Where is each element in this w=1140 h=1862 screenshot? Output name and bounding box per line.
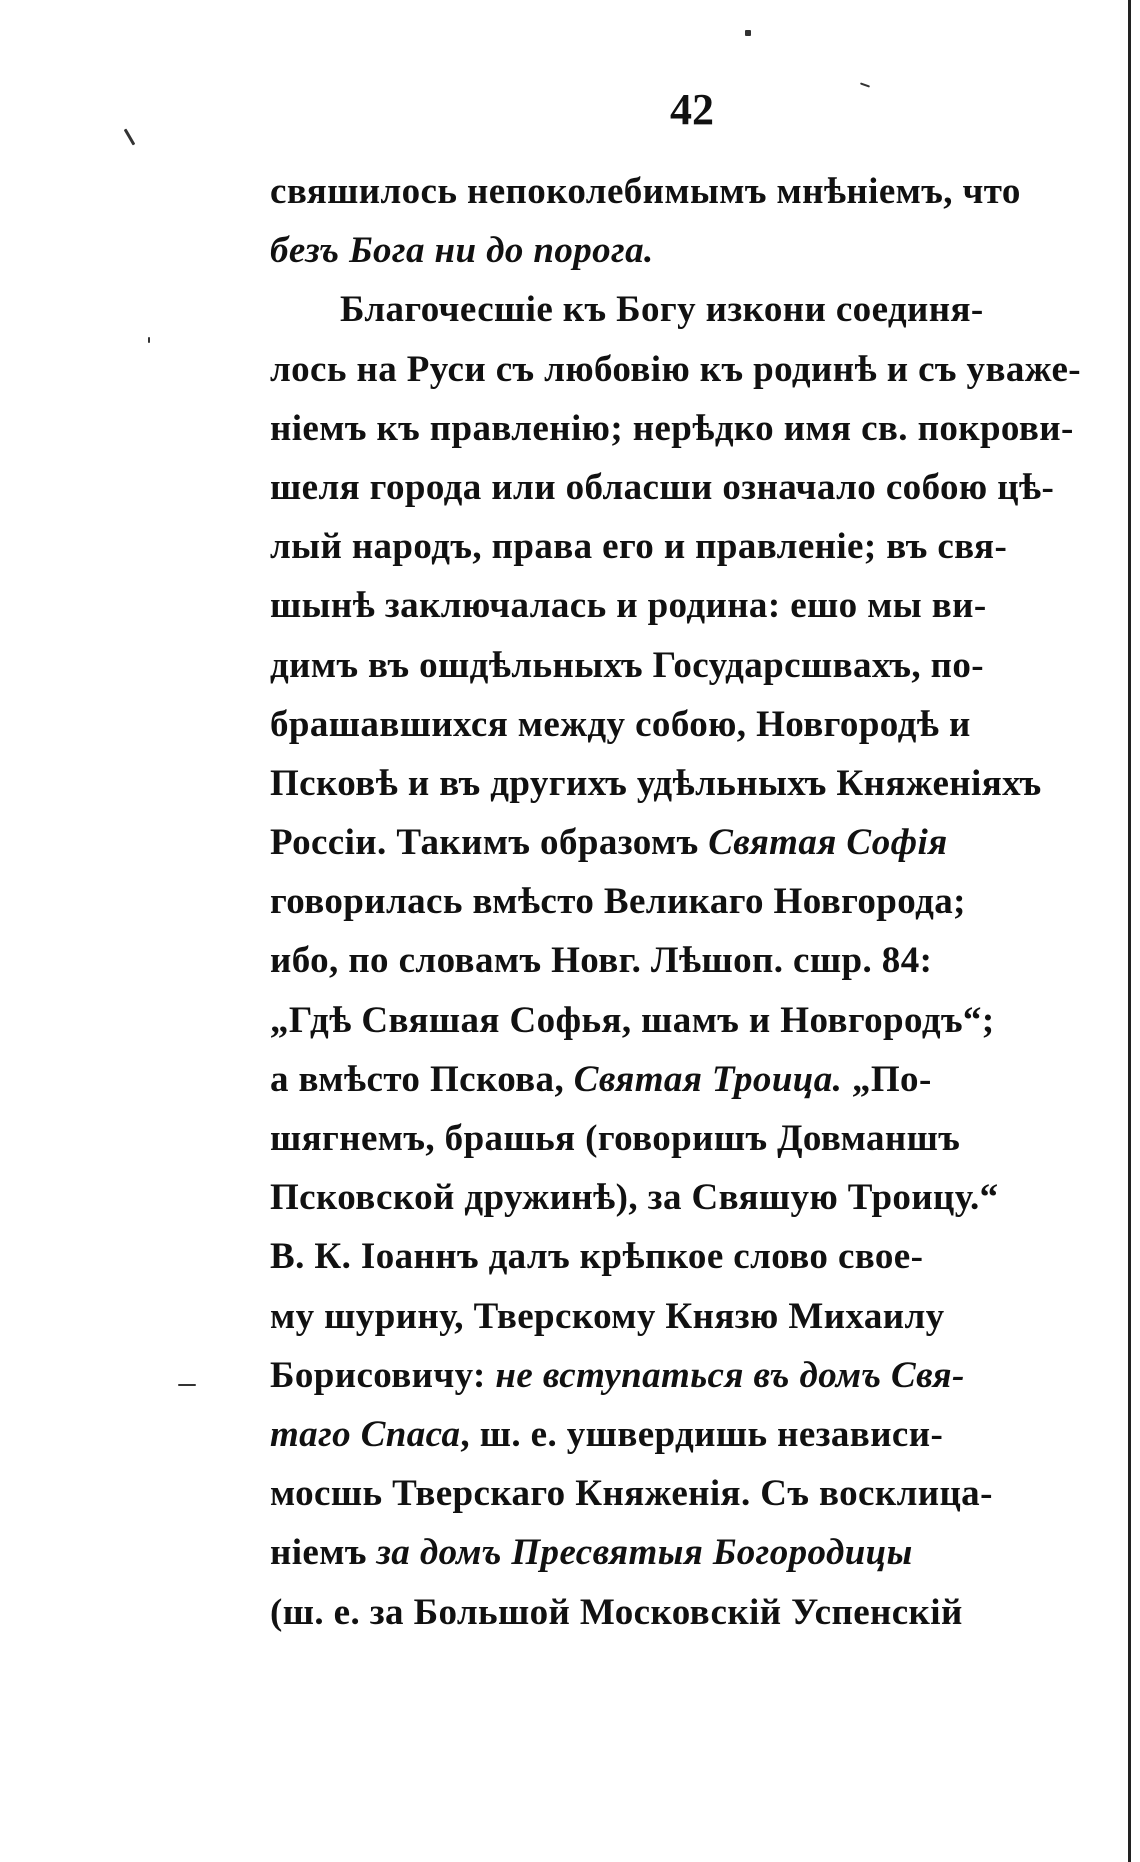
- text-run: мосшь Тверскаго Княженія. Съ восклица-: [270, 1473, 993, 1515]
- text-run: В. К. Іоаннъ далъ крѣпкое слово свое-: [270, 1236, 924, 1278]
- text-run: Псковѣ и въ другихъ удѣльныхъ Княженіяхъ: [270, 762, 1042, 804]
- text-line: [270, 458, 1140, 517]
- text-line: [270, 1523, 1140, 1582]
- text-run: „По-: [842, 1058, 932, 1100]
- text-line: [270, 162, 1140, 221]
- text-run: шягнемъ, брашья (говоришъ Довманшъ: [270, 1118, 961, 1159]
- text-run: Россіи. Такимъ образомъ: [270, 822, 709, 864]
- text-line: [270, 340, 1140, 399]
- text-run: Борисовичу:: [270, 1354, 496, 1396]
- text-line: [270, 221, 1140, 280]
- text-run: шеля города или обласши означало собою цѣ-: [270, 466, 1055, 508]
- text-run: (ш. е. за Большой Московскій Успенскій: [270, 1591, 963, 1633]
- text-run: а вмѣсто Пскова,: [270, 1058, 574, 1100]
- italic-text: безъ Бога ни до порога.: [270, 230, 654, 272]
- text-line: [270, 754, 1140, 813]
- text-line: [270, 1109, 1140, 1168]
- text-run: лось на Руси съ любовію къ родинѣ и съ уваже-: [270, 348, 1082, 390]
- text-line: [270, 399, 1140, 458]
- text-line: [270, 576, 1140, 635]
- text-line: [270, 813, 1140, 872]
- italic-text: Святая Софія: [708, 822, 948, 864]
- italic-text: за домъ Пресвятыя Богородицы: [376, 1532, 913, 1574]
- text-run: „Гдѣ Свяшая Софья, шамъ и Новгородъ“;: [270, 999, 995, 1041]
- text-line: [270, 1346, 1140, 1405]
- text-run: ніемъ: [270, 1532, 377, 1574]
- text-line: [270, 280, 1140, 339]
- text-run: шынѣ заключалась и родина: ешо мы ви-: [270, 585, 987, 627]
- italic-text: Святая Троица.: [573, 1058, 843, 1100]
- text-run: свяшилось непоколебимымъ мнѣніемъ, что: [270, 171, 1021, 212]
- italic-text: не вступаться въ домъ Свя-: [495, 1354, 965, 1396]
- text-run: Благочесшіе къ Богу изкони соединя-: [340, 289, 984, 331]
- text-line: [270, 1227, 1140, 1286]
- text-line: [270, 636, 1140, 695]
- text-line: [270, 695, 1140, 754]
- text-run: , ш. е. ушвердишь независи-: [460, 1413, 944, 1455]
- text-run: брашавшихся между собою, Новгородѣ и: [270, 703, 971, 745]
- ink-speck: [124, 128, 136, 145]
- text-line: [270, 1583, 1140, 1642]
- text-run: говорилась вмѣсто Великаго Новгорода;: [270, 881, 966, 923]
- text-run: ніемъ къ правленію; нерѣдко имя св. покрови-: [270, 407, 1074, 449]
- text-line: [270, 1405, 1140, 1464]
- text-run: ибо, по словамъ Новг. Лѣшоп. сшр. 84:: [270, 940, 933, 982]
- text-line: [270, 517, 1140, 576]
- ink-speck: [148, 337, 150, 343]
- body-text: [270, 162, 1140, 1642]
- text-run: Псковской дружинѣ), за Свяшую Троицу.“: [270, 1177, 999, 1219]
- ink-speck: [745, 30, 751, 36]
- ink-speck: [178, 1384, 196, 1386]
- text-run: му шурину, Тверскому Князю Михаилу: [270, 1295, 945, 1337]
- text-line: [270, 872, 1140, 931]
- text-line: [270, 1050, 1140, 1109]
- text-run: димъ въ ошдѣльныхъ Государсшвахъ, по-: [270, 644, 984, 686]
- text-line: [270, 931, 1140, 990]
- ink-speck: [860, 82, 870, 87]
- text-line: [270, 1464, 1140, 1523]
- text-line: [270, 991, 1140, 1050]
- italic-text: таго Спаса: [270, 1413, 461, 1455]
- text-line: [270, 1287, 1140, 1346]
- text-run: лый народъ, права его и правленіе; въ свя-: [270, 526, 1008, 568]
- page-number: 42: [670, 85, 714, 134]
- text-line: [270, 1168, 1140, 1227]
